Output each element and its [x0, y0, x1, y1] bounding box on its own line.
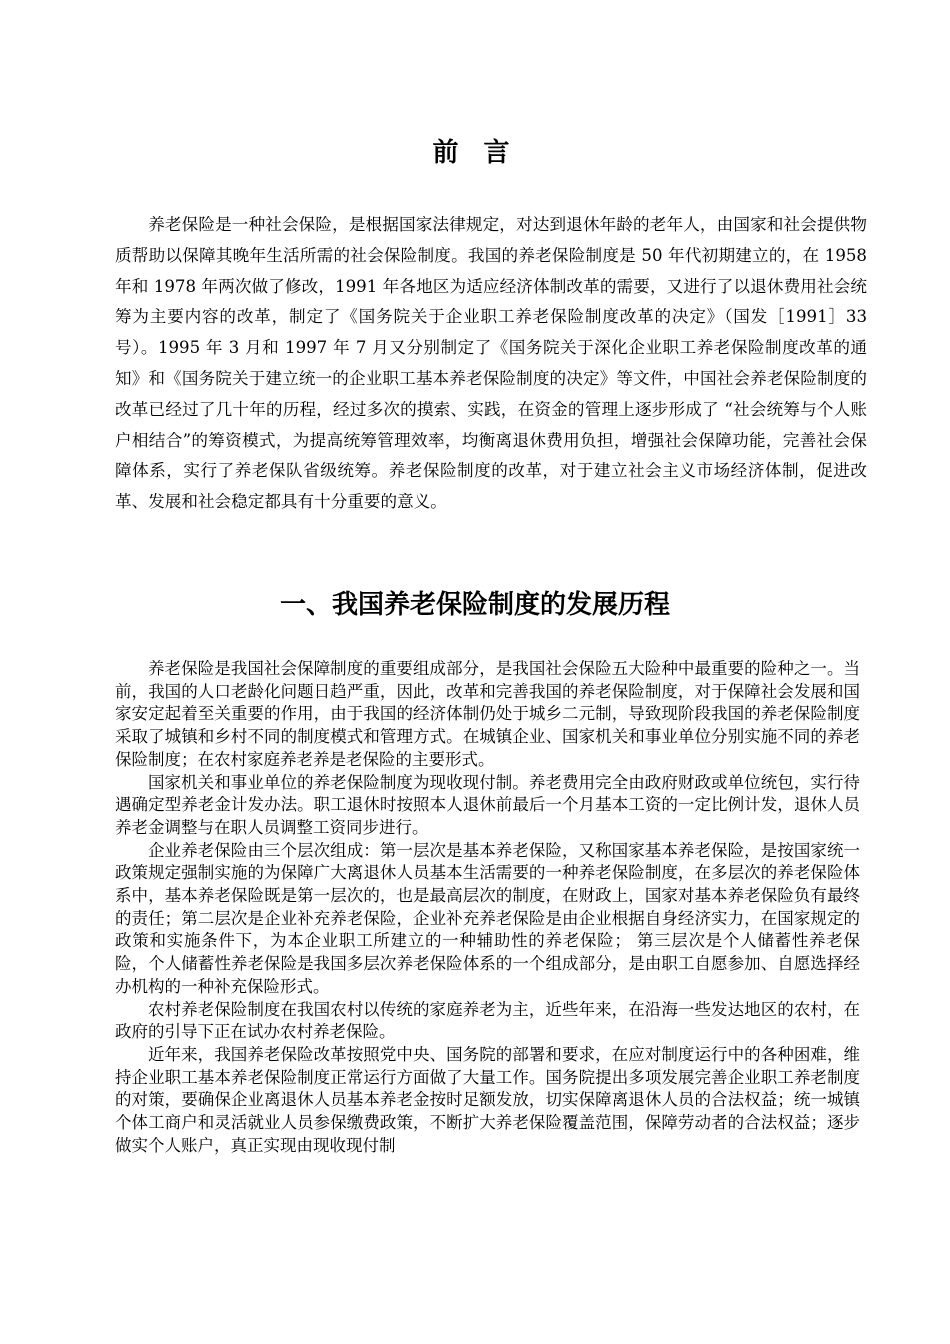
preface-title: 前 言: [432, 138, 518, 168]
section-paragraph-2: 国家机关和事业单位的养老保险制度为现收现付制。养老费用完全由政府财政或单位统包，实行待遇确定型养老金计发办法。职工退休时按照本人退休前最后一个月基本工资的一定比例计发，退休人员养老金调整与在职人员调整工资同步进行。: [115, 772, 860, 837]
section-paragraph-3: 企业养老保险由三个层次组成：第一层次是基本养老保险，又称国家基本养老保险，是按国家统一政策规定强制实施的为保障广大离退休人员基本生活需要的一种养老保险制度，在多层次的养老保险体系中，基本养老保险既是第一层次的，也是最高层次的制度，在财政上，国家对基本养老保险负有最终的责任；第二层次是企业补充养老保险，企业补充养老保险是由企业根据自身经济实力，在国家规定的政策和实施条件下，为本企业职工所建立的一种辅助性的养老保险； 第三层次是个人储蓄性养老保险，个人储蓄性养老保险是我国多层次养老保险体系的一个组成部分，是由职工自愿参加、自愿选择经办机构的一种补充保险形式。: [115, 840, 860, 996]
preface-paragraph: 养老保险是一种社会保险，是根据国家法律规定，对达到退休年龄的老年人，由国家和社会提供物质帮助以保障其晚年生活所需的社会保险制度。我国的养老保险制度是 50 年代初期建立的，在 1958 年和 1978 年两次做了修改，1991 年各地区为适应经济体制改革的需要，又进行了以退休费用社会统筹为主要内容的改革，制定了《国务院关于企业职工养老保险制度改革的决定》（国发［1991］33 号）。1995 年 3 月和 1997 年 7 月又分别制定了《国务院关于深化企业职工养老保险制度改革的通知》和《国务院关于建立统一的企业职工基本养老保险制度的决定》等文件，中国社会养老保险制度的改革已经过了几十年的历程，经过多次的摸索、实践，在资金的管理上逐步形成了 “社会统筹与个人账户相结合”的筹资模式，为提高统筹管理效率，均衡离退休费用负担，增强社会保障功能，完善社会保障体系，实行了养老保队省级统筹。养老保险制度的改革，对于建立社会主义市场经济体制，促进改革、发展和社会稳定都具有十分重要的意义。: [115, 215, 867, 512]
section-title: 一、我国养老保险制度的发展历程: [279, 590, 670, 620]
section-paragraph-4: 农村养老保险制度在我国农村以传统的家庭养老为主，近些年来，在沿海一些发达地区的农村，在政府的引导下正在试办农村养老保险。: [115, 999, 860, 1042]
section-paragraph-1: 养老保险是我国社会保障制度的重要组成部分，是我国社会保险五大险种中最重要的险种之一。当前，我国的人口老龄化问题日趋严重，因此，改革和完善我国的养老保险制度，对于保障社会发展和国家安定起着至关重要的作用，由于我国的经济体制仍处于城乡二元制，导致现阶段我国的养老保险制度采取了城镇和乡村不同的制度模式和管理方式。在城镇企业、国家机关和事业单位分别实施不同的养老保险制度；在农村家庭养老养是老保险的主要形式。: [115, 659, 860, 769]
section-body: [115, 658, 860, 1157]
section-paragraph-5: 近年来，我国养老保险改革按照党中央、国务院的部署和要求，在应对制度运行中的各种困难，维持企业职工基本养老保险制度正常运行方面做了大量工作。国务院提出多项发展完善企业职工养老制度的对策，要确保企业离退休人员基本养老金按时足额发放，切实保障离退休人员的合法权益；统一城镇个体工商户和灵活就业人员参保缴费政策，不断扩大养老保险覆盖范围，保障劳动者的合法权益；逐步做实个人账户，真正实现由现收现付制: [115, 1044, 860, 1155]
